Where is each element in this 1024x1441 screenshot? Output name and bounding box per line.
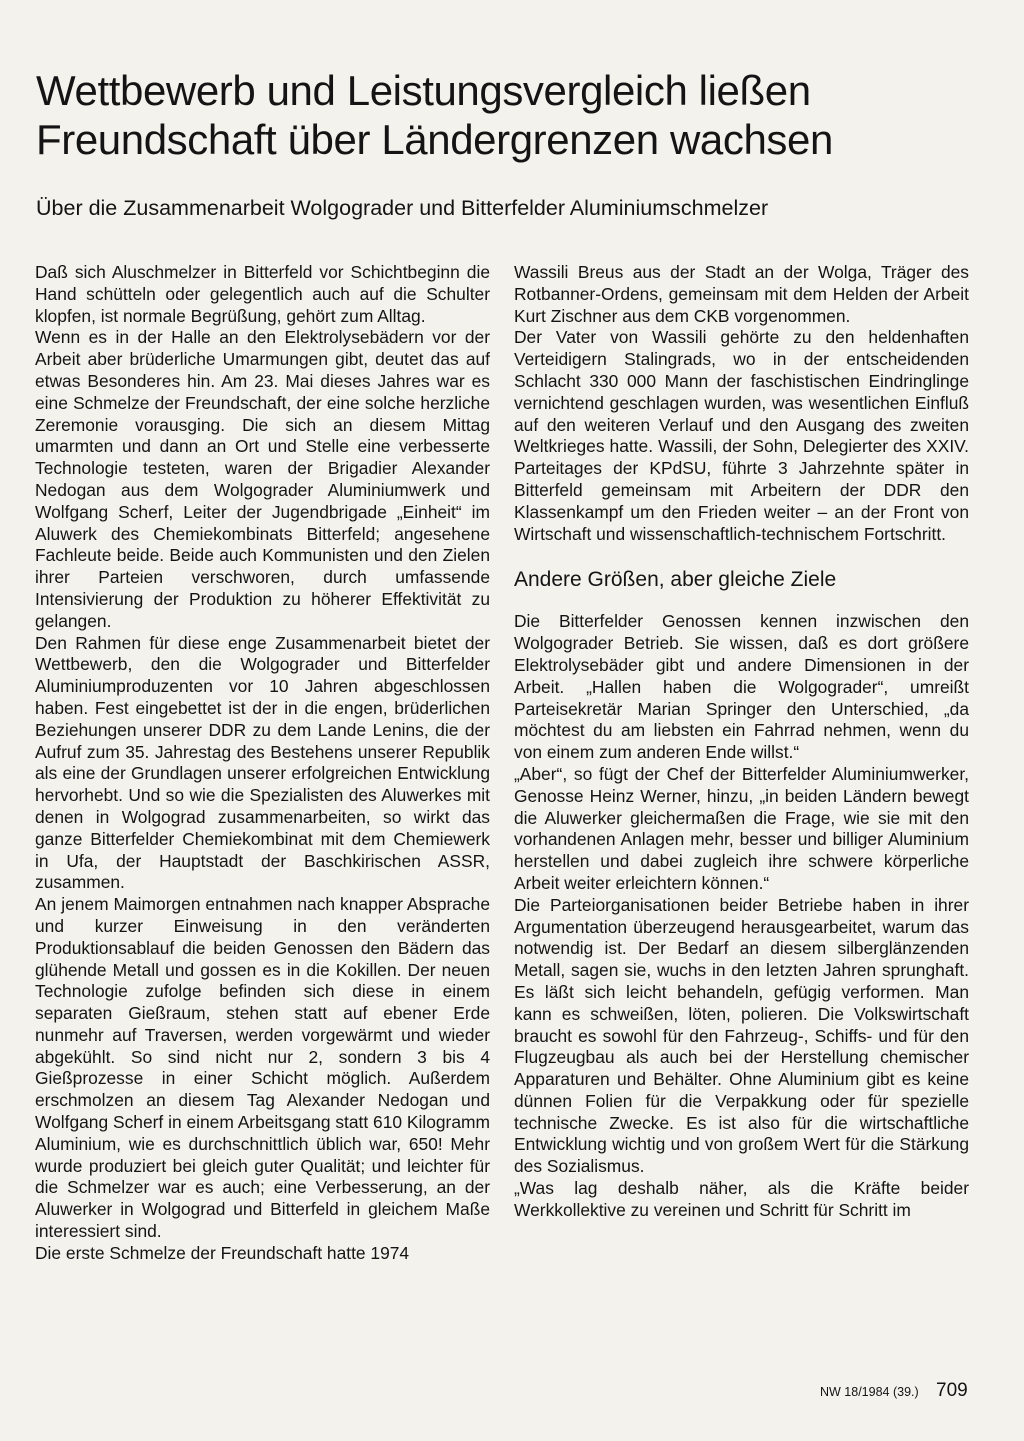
right-paragraph-6: „Was lag deshalb näher, als die Kräfte beider Werkkollektive zu vereinen und Schritt für Schritt im bbox=[514, 1178, 969, 1220]
article-title bbox=[36, 66, 996, 164]
article-subtitle: Über die Zusammenarbeit Wolgograder und Bitterfelder Aluminiumschmelzer bbox=[36, 196, 769, 220]
left-paragraph-1: Daß sich Aluschmelzer in Bitterfeld vor Schichtbeginn die Hand schütteln oder gelegentlich auch auf die Schulter klopfen, ist normale Begrüßung, gehört zum Alltag. bbox=[35, 262, 490, 326]
article-title-line-1: Wettbewerb und Leistungsvergleich ließen bbox=[36, 67, 811, 114]
page-number: 709 bbox=[936, 1380, 968, 1401]
right-paragraph-2: Der Vater von Wassili gehörte zu den heldenhaften Verteidigern Stalingrads, wo in der entscheidenden Schlacht 330 000 Mann der faschistischen Eindringlinge vernichtend geschlagen wurden, was wesentlichen Einfluß auf den weiteren Verlauf und den Ausgang des zweiten Weltkrieges hatte. Wassili, der Sohn, Delegierter des XXIV. Parteitages der KPdSU, führte 3 Jahrzehnte später in Bitterfeld gemeinsam mit Arbeitern der DDR den Klassenkampf um den Frieden weiter – an der Front von Wirtschaft und wissenschaftlich-technischem Fortschritt. bbox=[514, 327, 969, 544]
left-paragraph-2: Wenn es in der Halle an den Elektrolysebädern vor der Arbeit aber brüderliche Umarmungen gibt, deutet das auf etwas Besonderes hin. Am 23. Mai dieses Jahres war es eine Schmelze der Freundschaft, der eine solche herzliche Zeremonie vorausging. Die sich an diesem Mittag umarmten und dann an Ort und Stelle eine verbesserte Technologie testeten, waren der Brigadier Alexander Nedogan aus dem Wolgograder Aluminiumwerk und Wolfgang Scherf, Leiter der Jugendbrigade „Einheit“ im Aluwerk des Chemiekombinats Bitterfeld; angesehene Fachleute beide. Beide auch Kommunisten und den Zielen ihrer Parteien verschworen, durch umfassende Intensivierung der Produktion zu höherer Effektivität zu gelangen. bbox=[35, 327, 490, 631]
left-paragraph-4: An jenem Maimorgen entnahmen nach knapper Absprache und kurzer Einweisung in den veränderten Produktionsablauf die beiden Genossen den Bädern das glühende Metall und gossen es in die Kokillen. Der neuen Technologie zufolge befinden sich diese in einem separaten Gießraum, stehen statt auf ebener Erde nunmehr auf Traversen, werden vorgewärmt und wieder abgekühlt. So sind nicht nur 2, sondern 3 bis 4 Gießprozesse in einer Schicht möglich. Außerdem erschmolzen an diesem Tag Alexander Nedogan und Wolfgang Scherf in einem Arbeitsgang statt 610 Kilogramm Aluminium, wie es durchschnittlich üblich war, 650! Mehr wurde produziert bei gleich guter Qualität; und leichter für die Schmelzer war es auch; eine Verbesserung, an der Aluwerker in Wolgograd und Bitterfeld in gleichem Maße interessiert sind. bbox=[35, 894, 490, 1242]
right-paragraph-4: „Aber“, so fügt der Chef der Bitterfelder Aluminiumwerker, Genosse Heinz Werner, hinzu, „in beiden Ländern bewegt die Aluwerker gleichermaßen die Frage, wie sie mit den vorhandenen Anlagen mehr, besser und billiger Aluminium herstellen und dabei zugleich ihre schwere körperliche Arbeit weiter erleichtern können.“ bbox=[514, 763, 969, 893]
section-heading: Andere Größen, aber gleiche Ziele bbox=[514, 568, 837, 592]
left-paragraph-5: Die erste Schmelze der Freundschaft hatte 1974 bbox=[35, 1242, 410, 1263]
left-column bbox=[35, 262, 490, 1265]
right-paragraph-1: Wassili Breus aus der Stadt an der Wolga, Träger des Rotbanner-Ordens, gemeinsam mit dem Helden der Arbeit Kurt Zischner aus dem CKB vorgenommen. bbox=[514, 262, 969, 326]
right-column bbox=[514, 262, 969, 1222]
right-paragraph-3: Die Bitterfelder Genossen kennen inzwischen den Wolgograder Betrieb. Sie wissen, daß es dort größere Elektrolysebäder gibt und andere Dimensionen in der Arbeit. „Hallen haben die Wolgograder“, umreißt Parteisekretär Marian Springer den Unterschied, „da möchtest du am liebsten ein Fahrrad nehmen, wenn du von einem zum anderen Ende willst.“ bbox=[514, 611, 969, 763]
right-paragraph-5: Die Parteiorganisationen beider Betriebe haben in ihrer Argumentation überzeugend herausgearbeitet, warum das notwendig ist. Der Bedarf an diesem silberglänzenden Metall, sagen sie, wuchs in den letzten Jahren sprunghaft. Es läßt sich leicht behandeln, gefügig verformen. Man kann es schweißen, löten, polieren. Die Volkswirtschaft braucht es sowohl für den Fahrzeug-, Schiffs- und für den Flugzeugbau als auch bei der Herstellung chemischer Apparaturen und Behälter. Ohne Aluminium gibt es keine dünnen Folien für die Verpakkung oder für spezielle technische Zwecke. Es ist also für die wirtschaftliche Entwicklung wichtig und von großem Wert für die Stärkung des Sozialismus. bbox=[514, 894, 969, 1177]
left-paragraph-3: Den Rahmen für diese enge Zusammenarbeit bietet der Wettbewerb, den die Wolgograder und Bitterfelder Aluminiumproduzenten vor 10 Jahren abgeschlossen haben. Fest eingebettet ist der in die engen, brüderlichen Beziehungen unserer DDR zu dem Lande Lenins, die der Aufruf zum 35. Jahrestag des Bestehens unserer Republik als eine der Grundlagen unserer erfolgreichen Entwicklung hervorhebt. Und so wie die Spezialisten des Aluwerkes mit denen in Wolgograd zusammenarbeiten, so wirkt das ganze Bitterfelder Chemiekombinat mit dem Chemiewerk in Ufa, der Hauptstadt der Baschkirischen ASSR, zusammen. bbox=[35, 632, 490, 893]
issue-reference: NW 18/1984 (39.) bbox=[820, 1385, 919, 1399]
page-footer bbox=[820, 1380, 970, 1404]
article-title-line-2: Freundschaft über Ländergrenzen wachsen bbox=[36, 116, 833, 163]
